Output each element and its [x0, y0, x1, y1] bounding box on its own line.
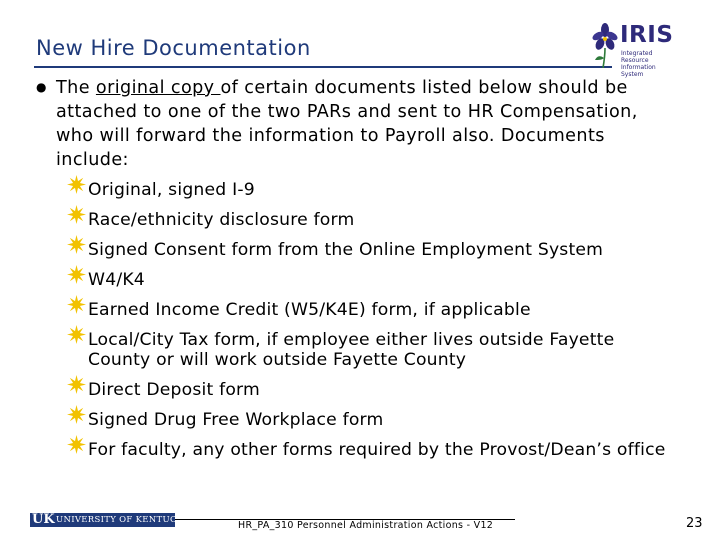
intro-text-start: The	[56, 78, 96, 98]
document-list-item-label: W4/K4	[88, 270, 145, 290]
document-list-item	[70, 240, 680, 260]
intro-underlined-text: original copy	[95, 78, 221, 98]
university-name: UNIVERSITY OF KENTUCKY	[56, 515, 190, 525]
title-underline	[34, 66, 612, 68]
document-list-item-label: Earned Income Credit (W5/K4E) form, if applicable	[88, 300, 531, 320]
iris-logo	[590, 20, 674, 78]
document-list-item-label: For faculty, any other forms required by the Provost/Dean’s office	[88, 440, 666, 460]
document-list-item	[70, 440, 680, 460]
document-list-item	[70, 410, 680, 430]
document-list-item	[70, 180, 680, 200]
footer-course-title: HR_PA_310 Personnel Administration Actions - V12	[238, 520, 494, 531]
document-list-item-label: Signed Consent form from the Online Employment System	[88, 240, 604, 260]
star-bullet-icon	[67, 435, 86, 454]
star-bullet-icon	[67, 265, 86, 284]
document-list	[70, 180, 680, 470]
logo-wordmark: IRIS	[620, 22, 674, 48]
page-number: 23	[686, 516, 703, 531]
star-bullet-icon	[67, 375, 86, 394]
document-list-item-label: Local/City Tax form, if employee either lives outside Fayette County or will work outside Fayette County	[88, 330, 615, 370]
intro-text-end: of certain documents listed below should be attached to one of the two PARs and sent to HR Compensation, who will forward the information to Payroll also. Documents include:	[56, 78, 638, 170]
star-bullet-icon	[67, 295, 86, 314]
logo-subtitle: Integrated Resource Information System	[621, 50, 656, 78]
document-list-item	[70, 300, 680, 320]
document-list-item-label: Signed Drug Free Workplace form	[88, 410, 384, 430]
iris-flower-icon	[590, 22, 620, 68]
document-list-item	[70, 270, 680, 290]
star-bullet-icon	[67, 405, 86, 424]
uk-logo	[30, 512, 190, 527]
star-bullet-icon	[67, 235, 86, 254]
document-list-item-label: Direct Deposit form	[88, 380, 260, 400]
uk-mark: UK	[32, 512, 55, 527]
document-list-item	[70, 330, 680, 370]
document-list-item-label: Race/ethnicity disclosure form	[88, 210, 355, 230]
document-list-item	[70, 380, 680, 400]
star-bullet-icon	[67, 325, 86, 344]
slide-title: New Hire Documentation	[36, 36, 311, 60]
star-bullet-icon	[67, 175, 86, 194]
document-list-item-label: Original, signed I-9	[88, 180, 255, 200]
intro-paragraph	[56, 76, 646, 172]
star-bullet-icon	[67, 205, 86, 224]
intro-bullet-icon: ●	[36, 80, 47, 94]
document-list-item	[70, 210, 680, 230]
